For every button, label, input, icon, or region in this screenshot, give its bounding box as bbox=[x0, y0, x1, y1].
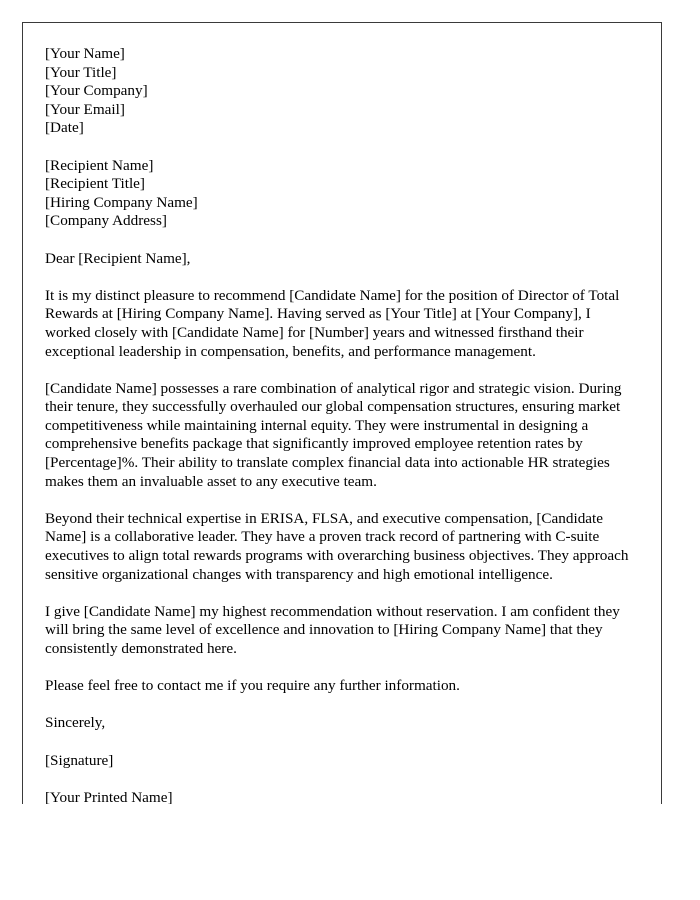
body-paragraph-3: Beyond their technical expertise in ERISA, FLSA, and executive compensation, [Candidate Name] is a collaborative leader. They have a proven track record of partnering with C-suite executives to align total rewards programs with overarching business objectives. They approach sensitive organizational changes with transparency and high emotional intelligence. bbox=[45, 509, 629, 583]
sender-company: [Your Company] bbox=[45, 82, 148, 100]
letter-date: [Date] bbox=[45, 119, 84, 137]
body-paragraph-4: I give [Candidate Name] my highest recommendation without reservation. I am confident they will bring the same level of excellence and innovation to [Hiring Company Name] that they consistently demonstrated here. bbox=[45, 602, 620, 657]
spacer-para-2 bbox=[45, 491, 631, 510]
sender-name: [Your Name] bbox=[45, 45, 125, 62]
signature-placeholder: [Signature] bbox=[45, 751, 114, 769]
sender-address-block bbox=[45, 45, 631, 138]
salutation: Dear [Recipient Name], bbox=[45, 249, 191, 267]
body-paragraph-5: Please feel free to contact me if you require any further information. bbox=[45, 677, 460, 695]
sender-email: [Your Email] bbox=[45, 100, 125, 118]
sender-title: [Your Title] bbox=[45, 63, 117, 81]
recipient-name: [Recipient Name] bbox=[45, 156, 154, 174]
spacer-after-salutation bbox=[45, 268, 631, 287]
letter-content bbox=[45, 45, 631, 804]
spacer-before-signature bbox=[45, 733, 631, 752]
spacer-para-4 bbox=[45, 659, 631, 678]
recipient-address: [Company Address] bbox=[45, 212, 167, 230]
spacer-after-recipient bbox=[45, 231, 631, 250]
spacer-para-1 bbox=[45, 361, 631, 380]
letter-page bbox=[22, 22, 662, 804]
body-paragraph-2: [Candidate Name] possesses a rare combination of analytical rigor and strategic vision. During their tenure, they successfully overhauled our global compensation structures, ensuring market competitiveness while maintaining internal equity. They were instrumental in designing a comprehensive benefits package that significantly improved employee retention rates by [Percentage]%. Their ability to translate complex financial data into actionable HR strategies makes them an invaluable asset to any executive team. bbox=[45, 379, 622, 490]
body-paragraph-1: It is my distinct pleasure to recommend [Candidate Name] for the position of Director of Total Rewards at [Hiring Company Name]. Having served as [Your Title] at [Your Company], I worked closely with [Candidate Name] for [Number] years and witnessed firsthand their exceptional leadership in compensation, benefits, and performance management. bbox=[45, 286, 620, 360]
recipient-company: [Hiring Company Name] bbox=[45, 193, 198, 211]
spacer-para-3 bbox=[45, 584, 631, 603]
spacer-before-closing bbox=[45, 696, 631, 715]
spacer-before-printed-name bbox=[45, 770, 631, 789]
recipient-title: [Recipient Title] bbox=[45, 175, 145, 193]
recipient-address-block bbox=[45, 157, 631, 231]
spacer-after-sender bbox=[45, 138, 631, 157]
valediction: Sincerely, bbox=[45, 714, 106, 732]
printed-name-placeholder: [Your Printed Name] bbox=[45, 788, 173, 804]
